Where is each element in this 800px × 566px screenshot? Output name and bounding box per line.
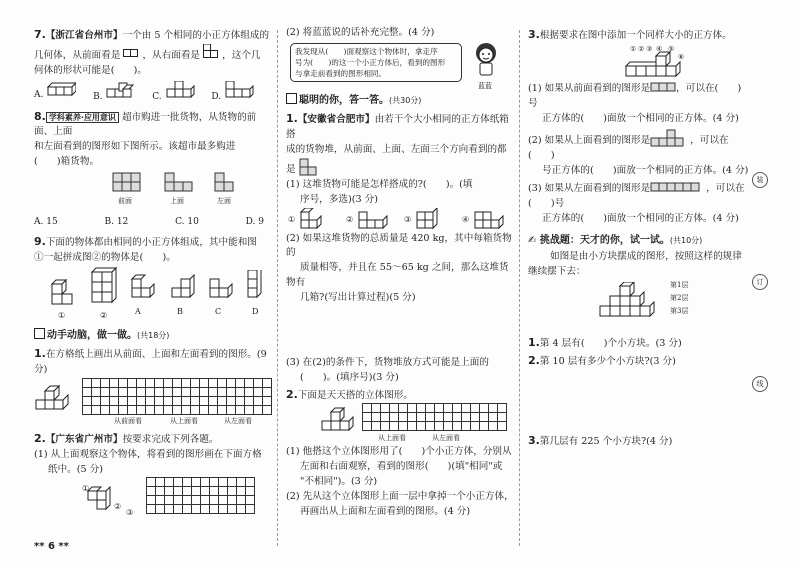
- q3-figure: ① ② ③ ④ ⑤ ⑥: [528, 44, 750, 82]
- q7-options: [34, 81, 254, 105]
- s4q1-option-1[interactable]: ①: [288, 214, 296, 224]
- s4q1-option-3[interactable]: ③: [404, 214, 412, 224]
- page-number: ** 6 **: [34, 541, 69, 552]
- q3a-view-figure: [650, 82, 676, 92]
- question-3: 3.根据要求在图中添加一个同样大小的正方体。: [528, 28, 732, 41]
- view-caption: 左面: [217, 196, 231, 205]
- section-3-question-2: 2.【广东省广州市】按要求完成下列各题。: [34, 431, 219, 445]
- challenge-question-1: 1.第 4 层有( )个小方块。(3 分): [528, 335, 682, 349]
- right-view-figure: [203, 44, 219, 58]
- section-4-question-1-2: (2) 如果这堆货物的总质量是 420 kg，其中每箱货物的 质量相等，并且在 55～65 kg 之间，那么这堆货物有 几箱?(写出计算过程)(5 分): [286, 232, 512, 303]
- q9-option-figures: [130, 270, 270, 306]
- q7-option-a[interactable]: A.: [34, 81, 76, 105]
- s4q2-solid: [320, 405, 360, 435]
- cube-figure-d: [224, 81, 254, 99]
- column-divider: [519, 30, 520, 546]
- challenge-question-2: 2.第 10 层有多少个小方块?(3 分): [528, 353, 676, 367]
- column-divider: [277, 30, 278, 546]
- answer-space[interactable]: [528, 370, 750, 432]
- challenge-intro: 如图是由小方块摆成的图形，按照这样的规律 继续摆下去：: [528, 251, 742, 277]
- view-caption: 上面: [170, 196, 184, 205]
- s4q1-options: [286, 208, 514, 232]
- girl-name: 蓝蓝: [478, 81, 492, 90]
- s3q2-grid-paper[interactable]: [146, 477, 255, 514]
- question-2-2: (2) 将蓝蓝说的话补充完整。(4 分): [286, 27, 435, 38]
- binding-mark: 订: [752, 274, 768, 290]
- cube-figure-c: [165, 81, 195, 99]
- answer-space[interactable]: [286, 306, 514, 356]
- question-3-2: (2) 如果从上面看到的图形是 ，可以在( ) 号正方体的( )面放一个相同的正方体。(4 分): [528, 129, 750, 179]
- q8-top-view: [164, 172, 194, 194]
- q8-option-b[interactable]: B. 12: [104, 216, 129, 227]
- q8-option-d[interactable]: D. 9: [245, 216, 264, 227]
- q7-option-d[interactable]: D.: [211, 81, 254, 105]
- question-3-3: (3) 如果从左面看到的图形是 ，可以在( )号 正方体的( )面放一个相同的正方体。(4 分): [528, 183, 745, 224]
- stack-figure-4: [474, 208, 508, 232]
- q9-figure-1-and-2: [48, 266, 128, 312]
- stack-figure-1: [300, 208, 334, 232]
- section-4-question-2-1: (1) 他搭这个立体图形用了( )个小正方体，分别从 左面和右面观察，看到的图形( )(填"相同"或 "不相同")。(3 分): [286, 446, 512, 488]
- challenge-question-3: 3.第几层有 225 个小方块?(4 分): [528, 433, 673, 447]
- section-4-question-2: 2.下面是天天搭的立体图形。: [286, 387, 413, 401]
- s4q1-view-figure: [299, 158, 319, 176]
- s4q1-option-2[interactable]: ②: [346, 214, 354, 224]
- challenge-heading: ✍ 挑战题：天才的你，试一试。(共10分): [528, 234, 703, 246]
- q7-option-b[interactable]: B.: [93, 81, 135, 105]
- question-3-1: (1) 如果从前面看到的图形是 ，可以在( )号 正方体的( )面放一个相同的正方体。(4 分): [528, 82, 742, 124]
- q8-option-c[interactable]: C. 10: [175, 216, 199, 227]
- section-4-heading: 聪明的你，答一答。(共30分): [286, 93, 514, 109]
- section-3-heading: 动手动脑，做一做。(共18分): [34, 328, 270, 344]
- q8-views: [34, 170, 270, 214]
- q3b-view-figure: [650, 129, 690, 147]
- q9-option-d[interactable]: D: [252, 306, 259, 316]
- q9-figures: ① ② A B C D: [34, 266, 270, 324]
- section-4-question-1-3: (3) 在(2)的条件下，货物堆放方式可能是上面的 ( )。(填序号)(3 分): [286, 356, 489, 383]
- question-7: 7.【浙江省台州市】一个由 5 个相同的小正方体组成的 几何体，从前面看是 ，从右面看是 ，这个几 何体的形状可能是( )。: [34, 28, 270, 76]
- binding-mark: 装: [752, 172, 768, 188]
- q9-option-a[interactable]: A: [135, 306, 141, 316]
- cube-figure-b: [105, 81, 135, 99]
- section-4-question-1: 1.【安徽省合肥市】由若干个大小相同的正方体纸箱搭 成的货物堆，从前面、上面、左面三个方向看到的都 是: [286, 112, 509, 175]
- question-8: 8. 学科素养·应用意识 超市购进一批货物，从货物的前面、上面 和左面看到的图形如下图所示。该超市最多购进 ( )箱货物。: [34, 109, 257, 168]
- q8-front-view: [112, 172, 142, 194]
- cube-figure-a: [46, 81, 76, 97]
- q3c-view-figure: [650, 182, 706, 192]
- column-1: [34, 26, 270, 519]
- section-3-question-2-1: (1) 从上面观察这个物体，将看到的图形画在下面方格 纸中。(5 分): [34, 448, 262, 475]
- speech-bubble-area: [286, 41, 514, 89]
- column-3: [528, 26, 750, 449]
- s3q1-grid-paper[interactable]: [82, 378, 272, 415]
- q8-options: [34, 216, 264, 230]
- s3q1-drawing-area: 从前面看 从上面看 从左面看: [34, 378, 270, 430]
- s4q2-grid-paper[interactable]: [362, 403, 507, 431]
- girl-cartoon: [470, 41, 502, 81]
- q9-option-b[interactable]: B: [177, 306, 183, 316]
- view-caption: 前面: [118, 196, 132, 205]
- s4q2-drawing-area: 从上面看 从左面看: [286, 403, 514, 445]
- section-4-question-1-1: (1) 这堆货物可能是怎样搭成的?( )。(填 序号，多选)(3 分): [286, 178, 473, 205]
- stepped-cube-stack: [598, 282, 662, 332]
- s3q1-solid: [34, 384, 78, 414]
- binding-mark: 线: [752, 376, 768, 392]
- speech-bubble: 我发现从( )面观察这个物体时，拿走序 号为( )的这一个小正方体后，看到的图形 与拿走前看到的图形相同。: [290, 43, 462, 82]
- q8-left-view: [214, 172, 236, 194]
- q9-option-c[interactable]: C: [215, 306, 222, 316]
- section-3-question-1: 1.在方格纸上画出从前面、上面和左面看到的图形。(9 分): [34, 347, 267, 375]
- q8-option-a[interactable]: A. 15: [34, 216, 58, 227]
- stack-figure-3: [416, 208, 450, 232]
- s4q1-option-4[interactable]: ④: [462, 214, 470, 224]
- column-2: [286, 26, 514, 520]
- challenge-figure: 第1层 第2层 第3层: [528, 280, 750, 334]
- stack-figure-2: [358, 208, 392, 232]
- s3q2-drawing-area: ① ② ③: [34, 477, 270, 519]
- question-9: 9.下面的物体都由相同的小正方体组成，其中能和图 ①一起拼成图②的物体是( )。: [34, 234, 257, 263]
- front-view-figure: [123, 49, 139, 58]
- section-4-question-2-2: (2) 先从这个立体图形上面一层中拿掉一个小正方体， 再画出从上面和左面看到的图形。(4 分): [286, 490, 514, 517]
- q7-option-c[interactable]: C.: [152, 81, 194, 105]
